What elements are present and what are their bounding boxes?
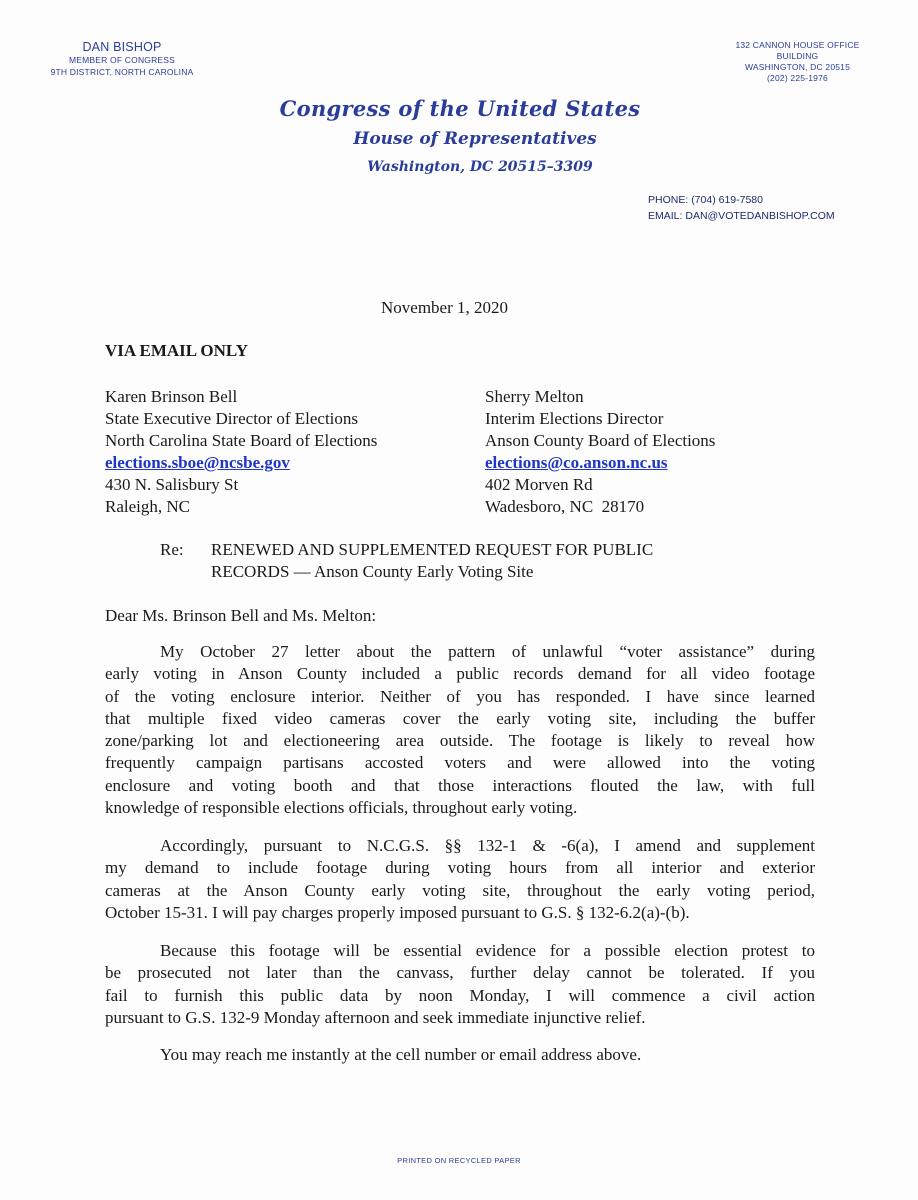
recipient-city: Raleigh, NC [105,497,190,516]
paragraph-line: cameras at the Anson County early voting site, throughout the early voting period, [105,880,815,900]
member-title: MEMBER OF CONGRESS [68,55,176,65]
delivery-method: VIA EMAIL ONLY [105,341,248,360]
paragraph-line: October 15-31. I will pay charges properly imposed pursuant to G.S. § 132-6.2(a)-(b). [105,902,690,922]
paragraph-line: my demand to include footage during voting hours from all interior and exterior [105,858,815,878]
body-paragraph-2 [105,835,815,924]
body-paragraph-1 [105,641,815,819]
email-value: DAN@VOTEDANBISHOP.COM [685,210,835,222]
phone-line [648,192,835,208]
recipient-address-2 [485,386,715,518]
house-address: Washington, DC 20515–3309 [367,159,593,175]
recipient-email-link[interactable]: elections.sboe@ncsbe.gov [105,453,290,472]
office-building: 132 CANNON HOUSE OFFICE BUILDING [735,40,860,61]
paragraph-line: You may reach me instantly at the cell number or email address above. [160,1045,642,1064]
subject-label: Re: [160,540,184,559]
paragraph-line: enclosure and voting booth and that those interactions flouted the law, with full [105,775,815,795]
recycled-paper-note: PRINTED ON RECYCLED PAPER [397,1156,521,1165]
recipient-address-1 [105,386,377,518]
office-address-block [715,40,880,84]
contact-block [648,192,835,224]
house-title: House of Representatives [353,129,597,149]
paragraph-line: early voting in Anson County included a public records demand for all video footage [105,664,815,684]
recipient-title: Interim Elections Director [485,409,664,428]
recipient-street: 430 N. Salisbury St [105,475,239,494]
recipient-street: 402 Morven Rd [485,475,593,494]
recipient-name: Karen Brinson Bell [105,387,238,406]
recipient-email-link[interactable]: elections@co.anson.nc.us [485,453,668,472]
recipient-name: Sherry Melton [485,387,584,406]
congress-heading [240,96,680,175]
paragraph-line: of the voting enclosure interior. Neither of you has responded. I have since learned [105,686,815,706]
salutation: Dear Ms. Brinson Bell and Ms. Melton: [105,606,377,625]
congress-title: Congress of the United States [279,96,641,121]
paragraph-line: zone/parking lot and electioneering area outside. The footage is likely to reveal how [105,731,815,751]
paragraph-line: My October 27 letter about the pattern of unlawful “voter assistance” during [160,642,815,661]
letter-date: November 1, 2020 [381,298,509,317]
paragraph-line: Because this footage will be essential evidence for a possible election protest to [160,941,815,960]
office-city: WASHINGTON, DC 20515 [744,62,851,72]
paragraph-line: fail to furnish this public data by noon Monday, I will commence a civil action [105,985,815,1005]
paragraph-line: pursuant to G.S. 132-9 Monday afternoon and seek immediate injunctive relief. [105,1007,646,1027]
member-block [42,40,202,78]
recipient-org: North Carolina State Board of Elections [105,431,378,450]
member-district: 9TH DISTRICT, NORTH CAROLINA [50,67,194,77]
recipient-title: State Executive Director of Elections [105,409,359,428]
recipient-city: Wadesboro, NC 28170 [485,497,645,516]
recipient-org: Anson County Board of Elections [485,431,716,450]
phone-label: PHONE: [648,194,689,206]
subject-line-1: RENEWED AND SUPPLEMENTED REQUEST FOR PUBLIC [211,540,654,559]
paragraph-line: frequently campaign partisans accosted voters and were allowed into the voting [105,753,815,773]
paragraph-line: that multiple fixed video cameras cover the early voting site, including the buffer [105,708,815,728]
member-name: DAN BISHOP [82,40,162,54]
paragraph-line: knowledge of responsible elections officials, throughout early voting. [105,798,578,818]
body-paragraph-4 [105,1044,815,1066]
body-paragraph-3 [105,940,815,1029]
subject-line-2: RECORDS — Anson County Early Voting Site [211,562,534,581]
office-phone: (202) 225-1976 [767,73,828,83]
paragraph-line: be prosecuted not later than the canvass, further delay cannot be tolerated. If you [105,963,815,983]
subject-text [211,539,771,583]
paragraph-line: Accordingly, pursuant to N.C.G.S. §§ 132-1 & -6(a), I amend and supplement [160,836,815,855]
email-label: EMAIL: [648,210,683,222]
email-line [648,208,835,224]
phone-value: (704) 619-7580 [691,194,763,206]
